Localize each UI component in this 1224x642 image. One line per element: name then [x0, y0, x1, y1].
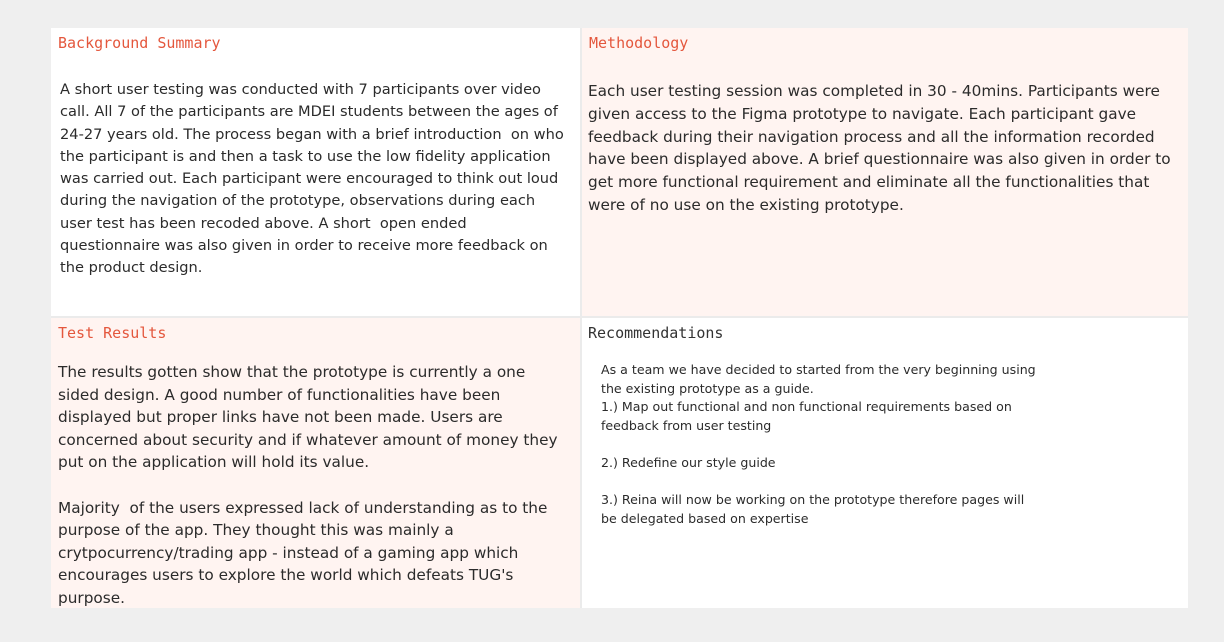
- methodology-card: [582, 28, 1188, 316]
- background-summary-text: A short user testing was conducted with 7 participants over video call. All 7 of the participants are MDEI students between the ages of 24-27 years old. The process began with a brief introduction on who the participant is and then a task to use the low fidelity application was carried out. Each participant were encouraged to think out loud during the navigation of the prototype, observations during each user test has been recoded above. A short open ended questionnaire was also given in order to receive more feedback on the product design.: [60, 81, 569, 277]
- test-results-title: Test Results: [58, 324, 167, 342]
- test-results-card: [51, 318, 580, 608]
- test-results-text: The results gotten show that the prototype is currently a one sided design. A good number of functionalities have been displayed but proper links have not been made. Users are concerned about security and if whatever amount of money they put on the application will hold its value. Majority of the users expressed lack of understanding as to the purpose of the app. They thought this was mainly a crytpocurrency/trading app - instead of a gaming app which encourages users to explore the world which defeats TUG's purpose.: [58, 363, 558, 607]
- methodology-title: Methodology: [589, 34, 689, 52]
- background-summary-card: [51, 28, 580, 316]
- recommendations-title: Recommendations: [588, 324, 724, 342]
- background-summary-title: Background Summary: [58, 34, 221, 52]
- methodology-text: Each user testing session was completed in 30 - 40mins. Participants were given access to the Figma prototype to navigate. Each participant gave feedback during their navigation process and all the information recorded have been displayed above. A brief questionnaire was also given in order to get more functional requirement and eliminate all the functionalities that were of no use on the existing prototype.: [588, 82, 1176, 214]
- research-board: [51, 28, 1188, 608]
- recommendations-card: [582, 318, 1188, 608]
- recommendations-text: As a team we have decided to started from the very beginning using the existing prototype as a guide. 1.) Map out functional and non functional requirements based on feedback from user testing 2.) Redefine our style guide 3.) Reina will now be working on the prototype therefore pages will be delegated based on expertise: [601, 362, 1036, 526]
